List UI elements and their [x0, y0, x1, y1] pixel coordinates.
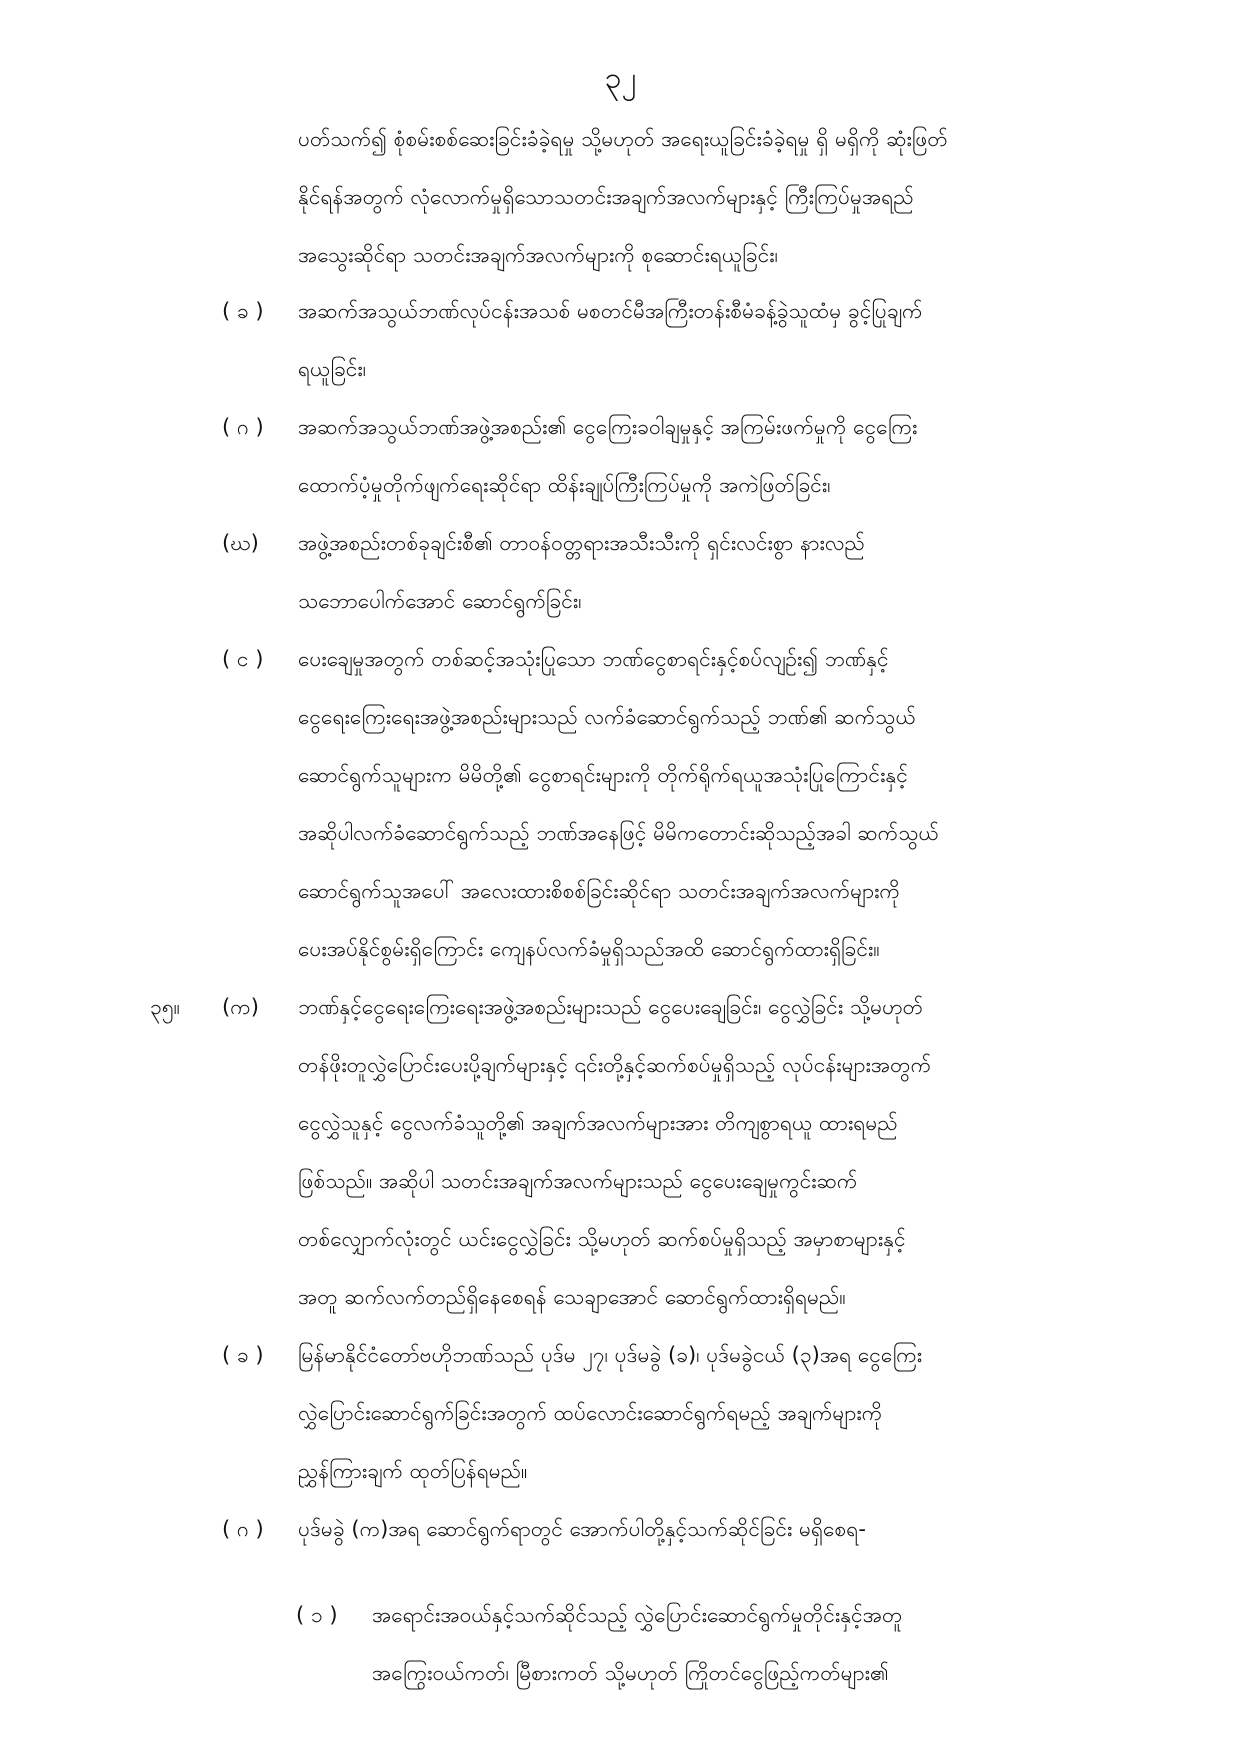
- clause-paragraph: [298, 978, 1040, 1326]
- clause-paragraph: [298, 514, 1040, 630]
- text-line: ထောက်ပံ့မှုတိုက်ဖျက်ရေးဆိုင်ရာ ထိန်းချုပ်ကြီးကြပ်မှုကို အကဲဖြတ်ခြင်း၊: [298, 473, 831, 497]
- text-line: ငွေလွှဲသူနှင့် ငွေလက်ခံသူတို့၏ အချက်အလက်များအား တိကျစွာရယူ ထားရမည်: [298, 1111, 898, 1135]
- clause-marker: ( ခ ): [222, 299, 264, 323]
- text-line: အသွေးဆိုင်ရာ သတင်းအချက်အလက်များကို စုဆောင်းရယူခြင်း၊: [298, 243, 778, 267]
- text-line: ဘဏ်နှင့်ငွေရေးကြေးရေးအဖွဲ့အစည်းများသည် ငွေပေးချေခြင်း၊ ငွေလွှဲခြင်း သို့မဟုတ်: [298, 995, 924, 1019]
- text-line: အတူ ဆက်လက်တည်ရှိနေစေရန် သေချာအောင် ဆောင်ရွက်ထားရှိရမည်။: [298, 1285, 846, 1309]
- text-line: ညွှန်ကြားချက် ထုတ်ပြန်ရမည်။: [298, 1459, 528, 1483]
- subclause-marker: ( ၁ ): [296, 1603, 338, 1627]
- text-line: အဆိုပါလက်ခံဆောင်ရွက်သည့် ဘဏ်အနေဖြင့် မိမိကတောင်းဆိုသည့်အခါ ဆက်သွယ်: [298, 821, 939, 845]
- text-line: မြန်မာနိုင်ငံတော်ဗဟိုဘဏ်သည် ပုဒ်မ ၂၇၊ ပုဒ်မခွဲ (ခ)၊ ပုဒ်မခွဲငယ် (၃)အရ ငွေကြေး: [298, 1343, 923, 1367]
- text-line: ပေးအပ်နိုင်စွမ်းရှိကြောင်း ကျေနပ်လက်ခံမှုရှိသည်အထိ ဆောင်ရွက်ထားရှိခြင်း။: [298, 937, 880, 961]
- text-line: သဘောပေါက်အောင် ဆောင်ရွက်ခြင်း၊: [298, 589, 582, 613]
- clause-paragraph: [298, 282, 1040, 398]
- page-number: ၃၂: [604, 61, 637, 96]
- text-line: ငွေရေးကြေးရေးအဖွဲ့အစည်းများသည် လက်ခံဆောင်ရွက်သည့် ဘဏ်၏ ဆက်သွယ်: [298, 705, 916, 729]
- section-number: ၃၅။: [150, 995, 180, 1019]
- text-line: အဖွဲ့အစည်းတစ်ခုချင်းစီ၏ တာဝန်ဝတ္တရားအသီးသီးကို ရှင်းလင်းစွာ နားလည်: [298, 531, 865, 555]
- clause-marker: ( ဂ ): [222, 415, 264, 439]
- text-line: အဆက်အသွယ်ဘဏ်လုပ်ငန်းအသစ် မစတင်မီအကြီးတန်းစီမံခန့်ခွဲသူထံမှ ခွင့်ပြုချက်: [298, 299, 923, 323]
- text-line: ဖြစ်သည်။ အဆိုပါ သတင်းအချက်အလက်များသည် ငွေပေးချေမှုကွင်းဆက်: [298, 1169, 858, 1193]
- clause-marker: (က): [222, 995, 259, 1019]
- subclause-paragraph: [372, 1586, 1040, 1702]
- text-line: တန်ဖိုးတူလွှဲပြောင်းပေးပို့ချက်များနှင့် ၎င်းတို့နှင့်ဆက်စပ်မှုရှိသည့် လုပ်ငန်းများအတွက်: [298, 1053, 932, 1077]
- text-line: အရောင်းအဝယ်နှင့်သက်ဆိုင်သည့် လွှဲပြောင်းဆောင်ရွက်မှုတိုင်းနှင့်အတူ: [372, 1603, 903, 1627]
- paragraph-continuation: [298, 110, 1040, 284]
- text-line: ပတ်သက်၍ စုံစမ်းစစ်ဆေးခြင်းခံခဲ့ရမှု သို့မဟုတ် အရေးယူခြင်းခံခဲ့ရမှု ရှိ မရှိကို ဆုံးဖြတ်: [298, 127, 948, 151]
- text-line: တစ်လျှောက်လုံးတွင် ယင်းငွေလွှဲခြင်း သို့မဟုတ် ဆက်စပ်မှုရှိသည့် အမှာစာများနှင့်: [298, 1227, 906, 1251]
- text-line: ရယူခြင်း၊: [298, 357, 367, 381]
- clause-marker: (ဃ): [222, 531, 259, 555]
- clause-marker: ( င ): [222, 647, 264, 671]
- clause-paragraph: [298, 398, 1040, 514]
- text-line: ဆောင်ရွက်သူများက မိမိတို့၏ ငွေစာရင်းများကို တိုက်ရိုက်ရယူအသုံးပြုကြောင်းနှင့်: [298, 763, 908, 787]
- text-line: လွှဲပြောင်းဆောင်ရွက်ခြင်းအတွက် ထပ်လောင်းဆောင်ရွက်ရမည့် အချက်များကို: [298, 1401, 883, 1425]
- text-line: ပေးချေမှုအတွက် တစ်ဆင့်အသုံးပြုသော ဘဏ်ငွေစာရင်းနှင့်စပ်လျဉ်း၍ ဘဏ်နှင့်: [298, 647, 889, 671]
- clause-marker: ( ခ ): [222, 1343, 264, 1367]
- clause-marker: ( ဂ ): [222, 1517, 264, 1541]
- clause-paragraph: [298, 1500, 1040, 1558]
- text-line: အဆက်အသွယ်ဘဏ်အဖွဲ့အစည်း၏ ငွေကြေးခဝါချမှုနှင့် အကြမ်းဖက်မှုကို ငွေကြေး: [298, 415, 918, 439]
- text-line: ဆောင်ရွက်သူအပေါ် အလေးထားစိစစ်ခြင်းဆိုင်ရာ သတင်းအချက်အလက်များကို: [298, 879, 900, 903]
- clause-paragraph: [298, 630, 1040, 978]
- text-line: နိုင်ရန်အတွက် လုံလောက်မှုရှိသောသတင်းအချက်အလက်များနှင့် ကြီးကြပ်မှုအရည်: [298, 185, 914, 209]
- text-line: အကြွေးဝယ်ကတ်၊ မြီစားကတ် သို့မဟုတ် ကြိုတင်ငွေဖြည့်ကတ်များ၏: [372, 1661, 889, 1685]
- text-line: ပုဒ်မခွဲ (က)အရ ဆောင်ရွက်ရာတွင် အောက်ပါတို့နှင့်သက်ဆိုင်ခြင်း မရှိစေရ-: [298, 1517, 866, 1541]
- clause-paragraph: [298, 1326, 1040, 1500]
